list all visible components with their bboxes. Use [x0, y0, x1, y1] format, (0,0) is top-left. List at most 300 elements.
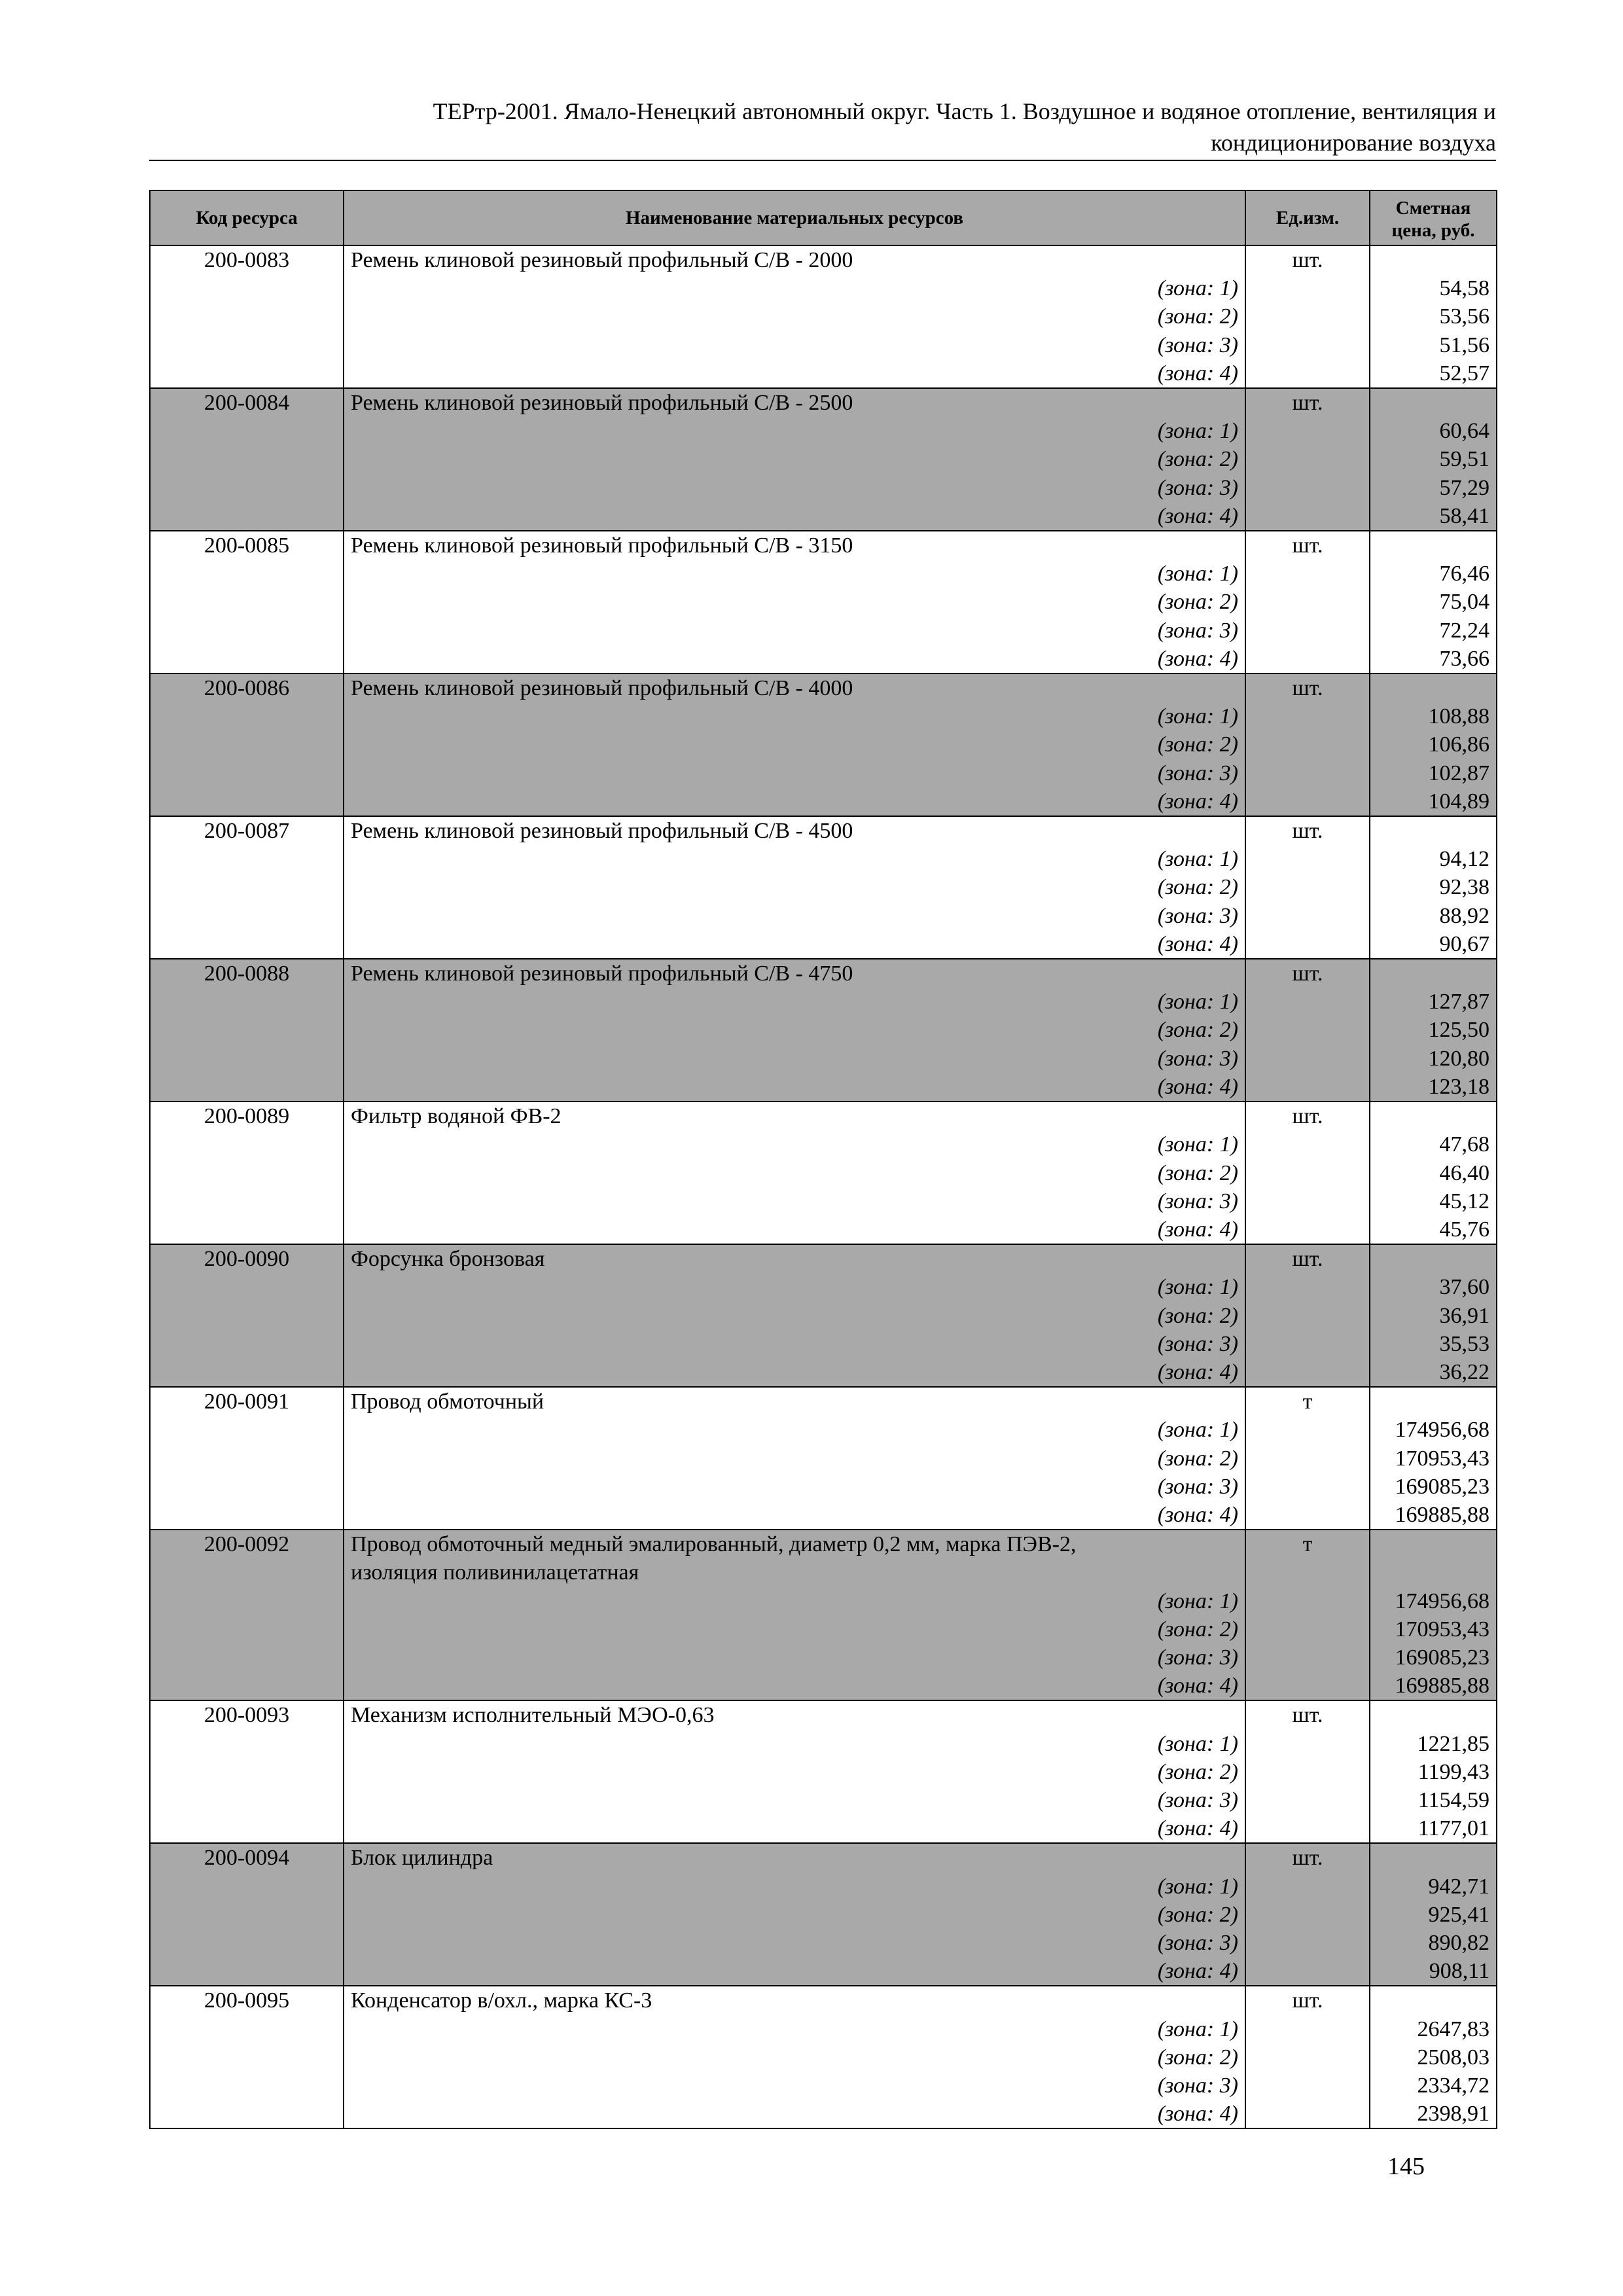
resource-code-cell — [150, 1587, 344, 1615]
zone-label: (зона: 3) — [344, 1929, 1245, 1957]
unit-cell — [1245, 560, 1370, 588]
zone-label: (зона: 3) — [344, 474, 1245, 502]
resource-name: изоляция поливинилацетатная — [344, 1558, 1245, 1587]
table-row — [150, 1615, 1497, 1643]
table-row — [150, 1672, 1497, 1700]
zone-price: 76,46 — [1370, 560, 1497, 588]
page-number: 145 — [1387, 2153, 1425, 2180]
table-row — [150, 1302, 1497, 1330]
unit-cell — [1245, 1587, 1370, 1615]
unit-cell — [1245, 902, 1370, 930]
unit-cell — [1245, 1501, 1370, 1530]
table-row — [150, 930, 1497, 959]
zone-price: 169085,23 — [1370, 1473, 1497, 1501]
zone-price: 60,64 — [1370, 417, 1497, 445]
zone-price: 106,86 — [1370, 730, 1497, 759]
table-row — [150, 845, 1497, 873]
zone-label: (зона: 2) — [344, 873, 1245, 901]
resource-code-cell — [150, 1615, 344, 1643]
table-row — [150, 560, 1497, 588]
zone-price: 102,87 — [1370, 759, 1497, 787]
zone-label: (зона: 1) — [344, 1873, 1245, 1901]
unit-cell — [1245, 474, 1370, 502]
resource-group — [150, 245, 1497, 388]
resource-code-cell — [150, 474, 344, 502]
resource-code-cell — [150, 1045, 344, 1073]
zone-price: 92,38 — [1370, 873, 1497, 901]
resource-code-cell — [150, 2043, 344, 2072]
unit-of-measure: т — [1245, 1530, 1370, 1558]
resource-code-cell — [150, 1215, 344, 1244]
price-cell — [1370, 531, 1497, 560]
unit-cell — [1245, 2015, 1370, 2043]
resource-code-cell — [150, 1786, 344, 1814]
table-row — [150, 1587, 1497, 1615]
unit-of-measure: шт. — [1245, 1700, 1370, 1729]
table-row — [150, 1730, 1497, 1758]
resource-code-cell — [150, 730, 344, 759]
resource-code-cell — [150, 1358, 344, 1387]
table-row — [150, 1073, 1497, 1102]
table-row — [150, 531, 1497, 560]
unit-cell — [1245, 1672, 1370, 1700]
resource-code: 200-0088 — [150, 959, 344, 988]
resource-code-cell — [150, 1273, 344, 1301]
unit-cell — [1245, 1758, 1370, 1786]
zone-price: 45,76 — [1370, 1215, 1497, 1244]
resource-code-cell — [150, 1330, 344, 1358]
table-row — [150, 1102, 1497, 1130]
unit-cell — [1245, 1215, 1370, 1244]
zone-price: 59,51 — [1370, 445, 1497, 473]
unit-cell — [1245, 1473, 1370, 1501]
zone-price: 1199,43 — [1370, 1758, 1497, 1786]
zone-label: (зона: 1) — [344, 1416, 1245, 1444]
table-row — [150, 1814, 1497, 1843]
table-row — [150, 759, 1497, 787]
resource-code-cell — [150, 2015, 344, 2043]
resource-group — [150, 1387, 1497, 1530]
zone-label: (зона: 2) — [344, 1159, 1245, 1187]
resource-code: 200-0087 — [150, 816, 344, 845]
unit-cell — [1245, 1302, 1370, 1330]
resource-group — [150, 959, 1497, 1102]
resource-group — [150, 1986, 1497, 2128]
unit-of-measure: шт. — [1245, 1843, 1370, 1872]
unit-cell — [1245, 359, 1370, 388]
zone-price: 942,71 — [1370, 1873, 1497, 1901]
resource-code: 200-0085 — [150, 531, 344, 560]
resource-group — [150, 388, 1497, 531]
zone-label: (зона: 1) — [344, 702, 1245, 730]
price-cell — [1370, 673, 1497, 702]
resource-code-cell — [150, 902, 344, 930]
zone-price: 1221,85 — [1370, 1730, 1497, 1758]
zone-price: 54,58 — [1370, 274, 1497, 302]
unit-of-measure: шт. — [1245, 388, 1370, 417]
zone-label: (зона: 4) — [344, 787, 1245, 816]
resource-code-cell — [150, 1187, 344, 1215]
zone-price: 2647,83 — [1370, 2015, 1497, 2043]
zone-label: (зона: 4) — [344, 502, 1245, 531]
unit-cell — [1245, 2072, 1370, 2100]
resource-code: 200-0095 — [150, 1986, 344, 2015]
table-row — [150, 617, 1497, 645]
resource-code-cell — [150, 1814, 344, 1843]
resource-code: 200-0090 — [150, 1244, 344, 1273]
resource-code-cell — [150, 588, 344, 616]
zone-label: (зона: 2) — [344, 588, 1245, 616]
unit-cell — [1245, 617, 1370, 645]
zone-label: (зона: 4) — [344, 359, 1245, 388]
price-cell — [1370, 1843, 1497, 1872]
resource-code-cell — [150, 359, 344, 388]
unit-cell — [1245, 445, 1370, 473]
table-row — [150, 2100, 1497, 2128]
table-row — [150, 902, 1497, 930]
table-row — [150, 1130, 1497, 1158]
zone-price: 123,18 — [1370, 1073, 1497, 1102]
resource-code: 200-0091 — [150, 1387, 344, 1416]
zone-price: 53,56 — [1370, 302, 1497, 331]
resource-name: Провод обмоточный медный эмалированный, диаметр 0,2 мм, марка ПЭВ-2, — [344, 1530, 1245, 1558]
zone-label: (зона: 2) — [344, 1016, 1245, 1044]
zone-price: 73,66 — [1370, 645, 1497, 673]
resource-code-cell — [150, 1758, 344, 1786]
zone-label: (зона: 4) — [344, 930, 1245, 959]
resource-code-cell — [150, 1444, 344, 1473]
resource-group — [150, 531, 1497, 673]
unit-cell — [1245, 331, 1370, 359]
zone-price: 127,87 — [1370, 988, 1497, 1016]
unit-cell — [1245, 274, 1370, 302]
unit-of-measure: шт. — [1245, 1986, 1370, 2015]
table-row — [150, 588, 1497, 616]
zone-price: 1154,59 — [1370, 1786, 1497, 1814]
resource-code-cell — [150, 560, 344, 588]
unit-of-measure: шт. — [1245, 816, 1370, 845]
zone-price: 108,88 — [1370, 702, 1497, 730]
resource-code-cell — [150, 1473, 344, 1501]
column-header-name: Наименование материальных ресурсов — [344, 190, 1245, 245]
unit-cell — [1245, 759, 1370, 787]
unit-cell — [1245, 1873, 1370, 1901]
resource-name: Форсунка бронзовая — [344, 1244, 1245, 1273]
unit-cell — [1245, 845, 1370, 873]
unit-cell — [1245, 1130, 1370, 1158]
table-row — [150, 1957, 1497, 1986]
zone-label: (зона: 1) — [344, 988, 1245, 1016]
resource-code-cell — [150, 502, 344, 531]
zone-price: 1177,01 — [1370, 1814, 1497, 1843]
resource-code-cell — [150, 1730, 344, 1758]
unit-cell — [1245, 1558, 1370, 1587]
zone-price: 35,53 — [1370, 1330, 1497, 1358]
zone-label: (зона: 3) — [344, 331, 1245, 359]
unit-of-measure: т — [1245, 1387, 1370, 1416]
unit-of-measure: шт. — [1245, 1244, 1370, 1273]
table-row — [150, 730, 1497, 759]
zone-price: 2508,03 — [1370, 2043, 1497, 2072]
unit-cell — [1245, 1957, 1370, 1986]
unit-of-measure: шт. — [1245, 673, 1370, 702]
zone-label: (зона: 2) — [344, 445, 1245, 473]
zone-label: (зона: 1) — [344, 1587, 1245, 1615]
resource-code-cell — [150, 759, 344, 787]
table-header — [150, 190, 1497, 245]
unit-cell — [1245, 702, 1370, 730]
table-row — [150, 1501, 1497, 1530]
resource-group — [150, 1244, 1497, 1387]
table-row — [150, 1929, 1497, 1957]
resource-name: Ремень клиновой резиновый профильный С/В - 2000 — [344, 245, 1245, 274]
resource-code-cell — [150, 1957, 344, 1986]
price-cell — [1370, 245, 1497, 274]
price-cell — [1370, 1530, 1497, 1558]
zone-price: 88,92 — [1370, 902, 1497, 930]
unit-cell — [1245, 930, 1370, 959]
resource-group — [150, 1102, 1497, 1244]
unit-cell — [1245, 1615, 1370, 1643]
price-cell — [1370, 388, 1497, 417]
zone-price: 104,89 — [1370, 787, 1497, 816]
zone-price: 120,80 — [1370, 1045, 1497, 1073]
table-row — [150, 1045, 1497, 1073]
unit-cell — [1245, 1016, 1370, 1044]
zone-price: 169885,88 — [1370, 1672, 1497, 1700]
table-row — [150, 702, 1497, 730]
unit-cell — [1245, 1416, 1370, 1444]
table-row — [150, 1843, 1497, 1872]
resource-group — [150, 1843, 1497, 1986]
zone-label: (зона: 1) — [344, 417, 1245, 445]
resource-code-cell — [150, 445, 344, 473]
unit-cell — [1245, 787, 1370, 816]
table-row — [150, 2072, 1497, 2100]
zone-label: (зона: 1) — [344, 1730, 1245, 1758]
table-row — [150, 1244, 1497, 1273]
zone-price: 2398,91 — [1370, 2100, 1497, 2128]
page-header — [149, 96, 1496, 161]
resource-code-cell — [150, 1873, 344, 1901]
zone-price: 890,82 — [1370, 1929, 1497, 1957]
resource-code-cell — [150, 1501, 344, 1530]
resource-code: 200-0086 — [150, 673, 344, 702]
table-row — [150, 445, 1497, 473]
resource-group — [150, 673, 1497, 816]
resource-name: Ремень клиновой резиновый профильный С/В - 4500 — [344, 816, 1245, 845]
zone-label: (зона: 3) — [344, 1473, 1245, 1501]
table-row — [150, 1016, 1497, 1044]
unit-of-measure: шт. — [1245, 959, 1370, 988]
resource-code-cell — [150, 1929, 344, 1957]
table-row — [150, 1187, 1497, 1215]
table-row — [150, 959, 1497, 988]
zone-price: 57,29 — [1370, 474, 1497, 502]
table-row — [150, 873, 1497, 901]
unit-cell — [1245, 645, 1370, 673]
table-row — [150, 2015, 1497, 2043]
resource-group — [150, 1700, 1497, 1843]
zone-label: (зона: 3) — [344, 1187, 1245, 1215]
resource-code: 200-0094 — [150, 1843, 344, 1872]
resource-code-cell — [150, 845, 344, 873]
table-row — [150, 645, 1497, 673]
table-row — [150, 1215, 1497, 1244]
zone-label: (зона: 1) — [344, 2015, 1245, 2043]
zone-label: (зона: 4) — [344, 2100, 1245, 2128]
table-row — [150, 1444, 1497, 1473]
price-cell — [1370, 1387, 1497, 1416]
unit-cell — [1245, 502, 1370, 531]
zone-price: 125,50 — [1370, 1016, 1497, 1044]
resource-code-cell — [150, 2072, 344, 2100]
zone-price: 45,12 — [1370, 1187, 1497, 1215]
table-row — [150, 417, 1497, 445]
resource-code-cell — [150, 2100, 344, 2128]
table-row — [150, 302, 1497, 331]
zone-price: 47,68 — [1370, 1130, 1497, 1158]
unit-cell — [1245, 1643, 1370, 1672]
zone-label: (зона: 4) — [344, 1672, 1245, 1700]
unit-cell — [1245, 873, 1370, 901]
resource-name: Механизм исполнительный МЭО-0,63 — [344, 1700, 1245, 1729]
unit-cell — [1245, 1444, 1370, 1473]
table-row — [150, 502, 1497, 531]
zone-price: 72,24 — [1370, 617, 1497, 645]
zone-price: 36,22 — [1370, 1358, 1497, 1387]
resource-code-cell — [150, 873, 344, 901]
table-row — [150, 359, 1497, 388]
zone-price: 52,57 — [1370, 359, 1497, 388]
resource-code-cell — [150, 645, 344, 673]
zone-label: (зона: 1) — [344, 274, 1245, 302]
unit-cell — [1245, 2100, 1370, 2128]
price-cell — [1370, 1700, 1497, 1729]
table-row — [150, 1986, 1497, 2015]
zone-price: 174956,68 — [1370, 1416, 1497, 1444]
zone-price: 75,04 — [1370, 588, 1497, 616]
price-cell — [1370, 1986, 1497, 2015]
unit-cell — [1245, 1045, 1370, 1073]
zone-label: (зона: 2) — [344, 302, 1245, 331]
resource-code: 200-0092 — [150, 1530, 344, 1558]
resource-name: Фильтр водяной ФВ-2 — [344, 1102, 1245, 1130]
table-row — [150, 474, 1497, 502]
table-row — [150, 1558, 1497, 1587]
unit-cell — [1245, 988, 1370, 1016]
zone-label: (зона: 4) — [344, 645, 1245, 673]
resource-code-cell — [150, 417, 344, 445]
table-row — [150, 1159, 1497, 1187]
zone-label: (зона: 4) — [344, 1358, 1245, 1387]
unit-cell — [1245, 1187, 1370, 1215]
zone-label: (зона: 2) — [344, 2043, 1245, 2072]
resource-code-cell — [150, 617, 344, 645]
resource-group — [150, 816, 1497, 959]
resource-code-cell — [150, 1159, 344, 1187]
resource-group — [150, 1530, 1497, 1700]
column-header-price — [1370, 190, 1497, 245]
table-row — [150, 274, 1497, 302]
header-title-line-1: ТЕРтр-2001. Ямало-Ненецкий автономный округ. Часть 1. Воздушное и водяное отопление, вентиляция и — [433, 98, 1496, 124]
unit-cell — [1245, 1330, 1370, 1358]
zone-label: (зона: 4) — [344, 1957, 1245, 1986]
price-cell — [1370, 959, 1497, 988]
price-cell — [1370, 1102, 1497, 1130]
zone-label: (зона: 1) — [344, 1273, 1245, 1301]
zone-label: (зона: 4) — [344, 1501, 1245, 1530]
table-row — [150, 1758, 1497, 1786]
table-row — [150, 1786, 1497, 1814]
zone-price: 169885,88 — [1370, 1501, 1497, 1530]
resource-name: Провод обмоточный — [344, 1387, 1245, 1416]
resource-code-cell — [150, 1558, 344, 1587]
zone-price: 94,12 — [1370, 845, 1497, 873]
resources-table — [149, 190, 1497, 2129]
zone-label: (зона: 3) — [344, 1045, 1245, 1073]
zone-label: (зона: 1) — [344, 1130, 1245, 1158]
zone-label: (зона: 4) — [344, 1814, 1245, 1843]
table-row — [150, 245, 1497, 274]
resource-name: Блок цилиндра — [344, 1843, 1245, 1872]
zone-price: 2334,72 — [1370, 2072, 1497, 2100]
zone-label: (зона: 2) — [344, 1302, 1245, 1330]
unit-cell — [1245, 1273, 1370, 1301]
column-header-price-line-2: цена, руб. — [1391, 220, 1475, 241]
unit-cell — [1245, 588, 1370, 616]
table-row — [150, 1530, 1497, 1558]
zone-label: (зона: 1) — [344, 845, 1245, 873]
price-cell — [1370, 1558, 1497, 1587]
zone-label: (зона: 3) — [344, 902, 1245, 930]
zone-label: (зона: 3) — [344, 1330, 1245, 1358]
table-row — [150, 1901, 1497, 1929]
zone-label: (зона: 3) — [344, 759, 1245, 787]
zone-price: 908,11 — [1370, 1957, 1497, 1986]
zone-price: 174956,68 — [1370, 1587, 1497, 1615]
resource-name: Ремень клиновой резиновый профильный С/В - 3150 — [344, 531, 1245, 560]
resource-code-cell — [150, 1016, 344, 1044]
unit-of-measure: шт. — [1245, 531, 1370, 560]
resource-code-cell — [150, 331, 344, 359]
resource-code-cell — [150, 702, 344, 730]
zone-price: 90,67 — [1370, 930, 1497, 959]
zone-label: (зона: 3) — [344, 617, 1245, 645]
unit-of-measure: шт. — [1245, 245, 1370, 274]
column-header-unit: Ед.изм. — [1245, 190, 1370, 245]
resource-name: Ремень клиновой резиновый профильный С/В - 4750 — [344, 959, 1245, 988]
resource-code: 200-0084 — [150, 388, 344, 417]
unit-cell — [1245, 1786, 1370, 1814]
zone-price: 46,40 — [1370, 1159, 1497, 1187]
column-header-price-line-1: Сметная — [1395, 198, 1471, 219]
zone-label: (зона: 2) — [344, 1901, 1245, 1929]
zone-label: (зона: 1) — [344, 560, 1245, 588]
zone-label: (зона: 3) — [344, 1643, 1245, 1672]
zone-price: 925,41 — [1370, 1901, 1497, 1929]
table-row — [150, 673, 1497, 702]
zone-price: 37,60 — [1370, 1273, 1497, 1301]
zone-label: (зона: 4) — [344, 1073, 1245, 1102]
resource-name: Ремень клиновой резиновый профильный С/В - 4000 — [344, 673, 1245, 702]
price-cell — [1370, 816, 1497, 845]
table-row — [150, 1416, 1497, 1444]
zone-label: (зона: 4) — [344, 1215, 1245, 1244]
table-header-row — [150, 190, 1497, 245]
resource-code-cell — [150, 930, 344, 959]
resource-code-cell — [150, 1302, 344, 1330]
